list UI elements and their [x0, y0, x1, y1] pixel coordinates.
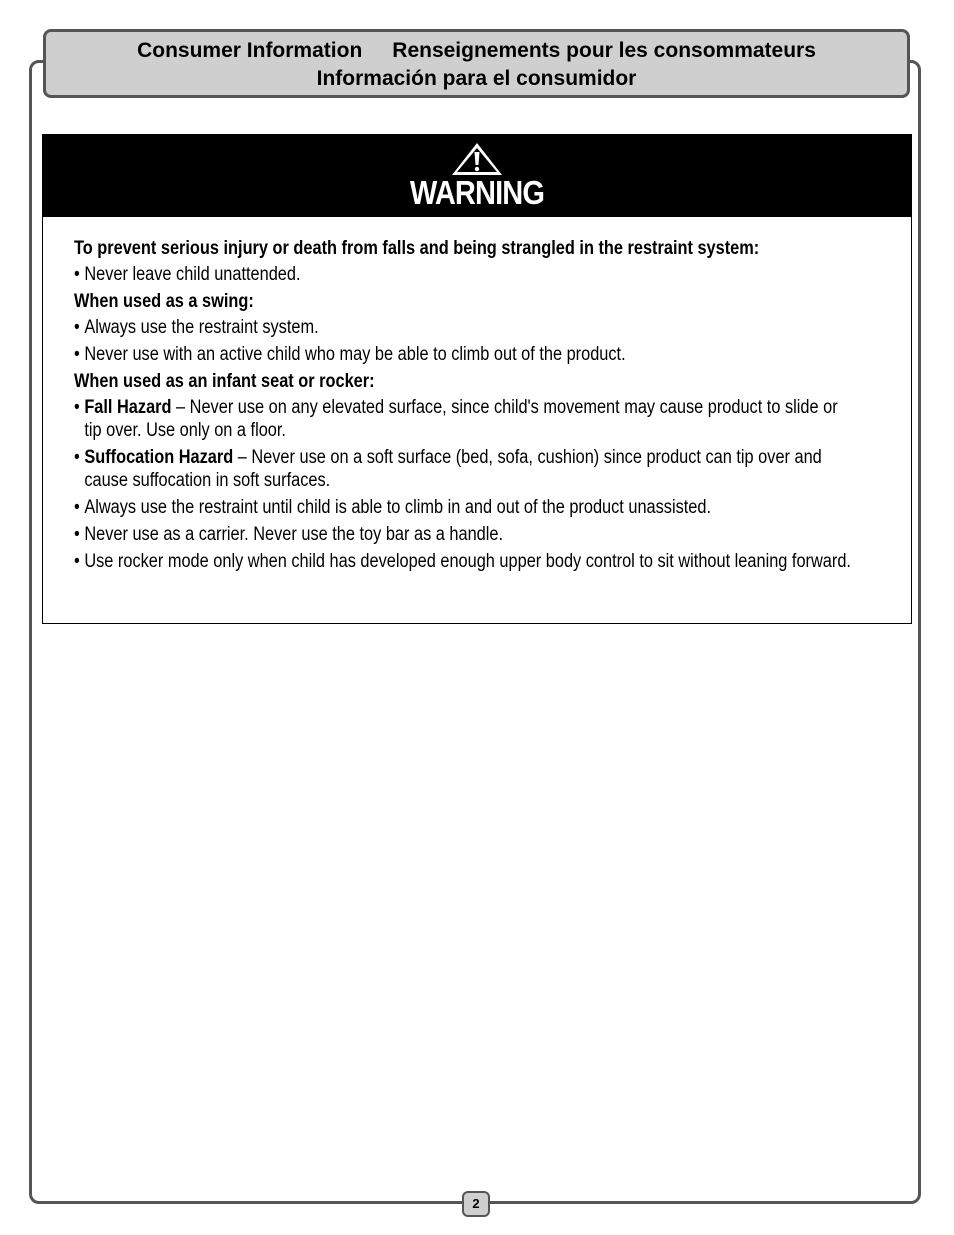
warning-box	[42, 134, 912, 624]
warning-list-item	[74, 343, 858, 366]
bullet: •	[74, 264, 80, 285]
warning-header	[43, 135, 911, 217]
item-text: Never use as a carrier. Never use the toy bar as a handle.	[84, 524, 504, 545]
header-title-en: Consumer Information	[137, 39, 363, 62]
item-text: Use rocker mode only when child has developed enough upper body control to sit without leaning forward.	[84, 551, 851, 572]
warning-list-item	[74, 446, 858, 492]
bullet: •	[74, 497, 80, 518]
warning-list-item	[74, 550, 858, 573]
bullet: •	[74, 397, 80, 418]
item-text: Never use with an active child who may be able to climb out of the product.	[84, 344, 626, 365]
bullet: •	[74, 344, 80, 365]
warning-body	[43, 217, 911, 573]
warning-title: WARNING	[409, 174, 545, 211]
warning-list-item	[74, 496, 858, 519]
bullet: •	[74, 551, 80, 572]
page-number: 2	[462, 1191, 490, 1217]
warning-intro: To prevent serious injury or death from falls and being strangled in the restraint system:	[74, 238, 760, 259]
general-list	[74, 263, 911, 286]
rocker-heading: When used as an infant seat or rocker:	[74, 371, 375, 392]
header-title-fr: Renseignements pour les consommateurs	[392, 39, 816, 62]
warning-list-item	[74, 523, 858, 546]
warning-list-item	[74, 263, 858, 286]
header-line-1	[46, 37, 907, 65]
consumer-info-header	[43, 29, 910, 98]
bullet: •	[74, 317, 80, 338]
warning-list-item	[74, 396, 858, 442]
bullet: •	[74, 447, 80, 468]
bullet: •	[74, 524, 80, 545]
hazard-label: Fall Hazard	[84, 397, 172, 418]
item-text: Always use the restraint until child is able to climb in and out of the product unassisted.	[84, 497, 712, 518]
warning-triangle-icon	[449, 141, 505, 177]
swing-list	[74, 316, 911, 366]
hazard-label: Suffocation Hazard	[84, 447, 234, 468]
warning-list-item	[74, 316, 858, 339]
item-text: – Never use on any elevated surface, since child's movement may cause product to slide or tip over. Use only on a floor.	[84, 397, 838, 441]
item-text: Always use the restraint system.	[84, 317, 319, 338]
swing-heading: When used as a swing:	[74, 291, 254, 312]
rocker-list	[74, 396, 911, 573]
header-title-es: Información para el consumidor	[316, 67, 637, 90]
item-text: – Never use on a soft surface (bed, sofa, cushion) since product can tip over and cause suffocation in soft surfaces.	[84, 447, 822, 491]
item-text: Never leave child unattended.	[84, 264, 301, 285]
